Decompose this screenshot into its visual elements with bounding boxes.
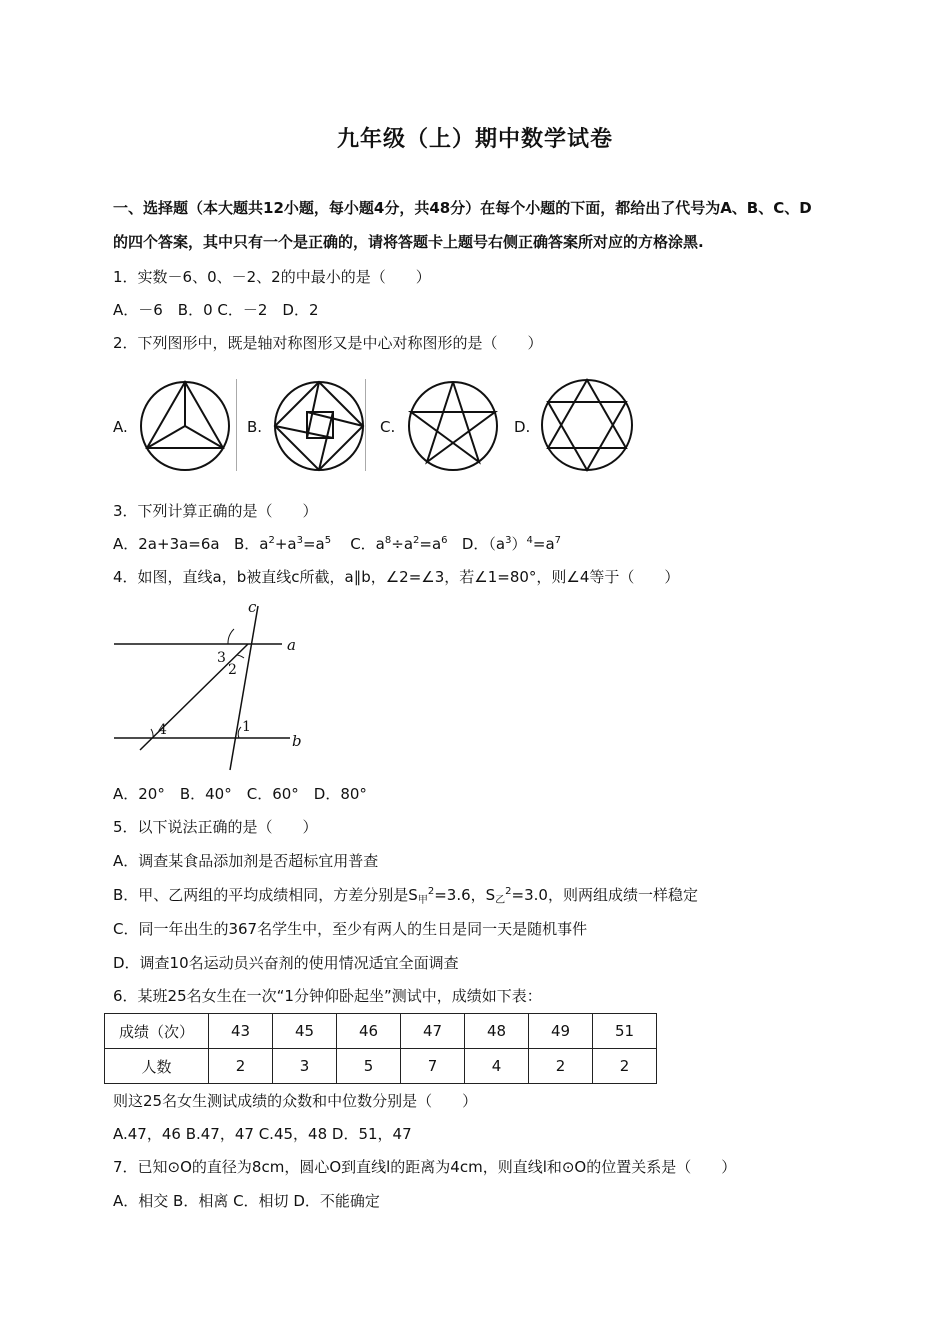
q3-options <box>113 534 561 554</box>
table-cell: 成绩（次） <box>105 1014 209 1049</box>
q3-option-a: A．2a+3a=6a <box>113 535 220 553</box>
q5-option-a: A．调查某食品添加剂是否超标宜用普查 <box>113 852 379 870</box>
table-cell: 7 <box>401 1049 465 1084</box>
q4-angle-2: 2 <box>228 662 237 678</box>
table-cell: 51 <box>593 1014 657 1049</box>
section-header-line2: 的四个答案，其中只有一个是正确的，请将答题卡上题号右侧正确答案所对应的方格涂黑. <box>113 233 704 251</box>
q3-stem: 3．下列计算正确的是（ ） <box>113 502 318 520</box>
q4-label-c: c <box>248 598 257 616</box>
q3-option-d: D．$(a^3)^4=a^7$ <box>461 535 562 553</box>
q4-angle-3: 3 <box>217 650 226 666</box>
table-cell: 5 <box>337 1049 401 1084</box>
q6-stem: 6．某班25名女生在一次“1分钟仰卧起坐”测试中，成绩如下表： <box>113 987 542 1005</box>
q2-figure-a <box>137 380 233 472</box>
q5-option-d: D．调查10名运动员兴奋剂的使用情况适宜全面调查 <box>113 954 459 972</box>
q2-label-c: C. <box>380 418 396 436</box>
table-cell: 2 <box>209 1049 273 1084</box>
q4-label-a: a <box>287 636 296 654</box>
table-cell: 2 <box>593 1049 657 1084</box>
q2-label-d: D. <box>514 418 531 436</box>
q2-label-a: A. <box>113 418 128 436</box>
table-cell: 45 <box>273 1014 337 1049</box>
q7-stem: 7．已知⊙O的直径为8cm，圆心O到直线l的距离为4cm，则直线l和⊙O的位置关系是（ ） <box>113 1158 737 1176</box>
q5-option-b: B．甲、乙两组的平均成绩相同，方差分别是$S_甲^2=3.6$，$S_乙^2=3.0$，则两组成绩一样稳定 <box>113 886 698 906</box>
section-header-line1: 一、选择题（本大题共12小题，每小题4分，共48分）在每个小题的下面，都给出了代号为A、B、C、D <box>113 199 812 217</box>
q3-option-b: B．$a^2+a^3=a^5$ <box>233 535 332 553</box>
q3-option-c: C．$a^8\div a^2=a^6$ <box>350 535 448 553</box>
q4-figure <box>112 598 312 774</box>
table-cell: 4 <box>465 1049 529 1084</box>
q4-label-b: b <box>292 732 302 750</box>
q5-option-c: C．同一年出生的367名学生中，至少有两人的生日是同一天是随机事件 <box>113 920 588 938</box>
q2-stem: 2．下列图形中，既是轴对称图形又是中心对称图形的是（ ） <box>113 334 543 352</box>
q6-score-table <box>104 1013 657 1084</box>
table-cell: 43 <box>209 1014 273 1049</box>
q6-options: A.47，46 B.47，47 C.45，48 D．51，47 <box>113 1125 412 1143</box>
q4-angle-1: 1 <box>242 719 251 735</box>
q4-angle-4: 4 <box>158 722 167 738</box>
table-row <box>105 1049 657 1084</box>
q2-separator <box>236 379 237 471</box>
q2-figure-d <box>540 378 634 472</box>
table-cell: 49 <box>529 1014 593 1049</box>
table-cell: 46 <box>337 1014 401 1049</box>
q4-stem: 4．如图，直线a，b被直线c所截，a∥b，∠2=∠3，若∠1=80°，则∠4等于（ ） <box>113 568 680 586</box>
q2-figure-c <box>407 380 499 472</box>
q5-stem: 5．以下说法正确的是（ ） <box>113 818 318 836</box>
page-title: 九年级（上）期中数学试卷 <box>336 127 613 152</box>
q2-label-b: B. <box>247 418 263 436</box>
q2-separator <box>365 379 366 471</box>
table-cell: 3 <box>273 1049 337 1084</box>
table-row <box>105 1014 657 1049</box>
q2-figure-b <box>273 380 365 472</box>
table-cell: 48 <box>465 1014 529 1049</box>
table-cell: 人数 <box>105 1049 209 1084</box>
q7-options: A．相交 B．相离 C．相切 D．不能确定 <box>113 1192 380 1210</box>
q1-stem: 1．实数－6、0、－2、2的中最小的是（ ） <box>113 268 431 286</box>
q4-options: A．20° B．40° C．60° D．80° <box>113 785 367 803</box>
q6-question: 则这25名女生测试成绩的众数和中位数分别是（ ） <box>113 1092 478 1110</box>
q1-options: A．－6 B．0 C．－2 D．2 <box>113 301 319 319</box>
table-cell: 2 <box>529 1049 593 1084</box>
table-cell: 47 <box>401 1014 465 1049</box>
